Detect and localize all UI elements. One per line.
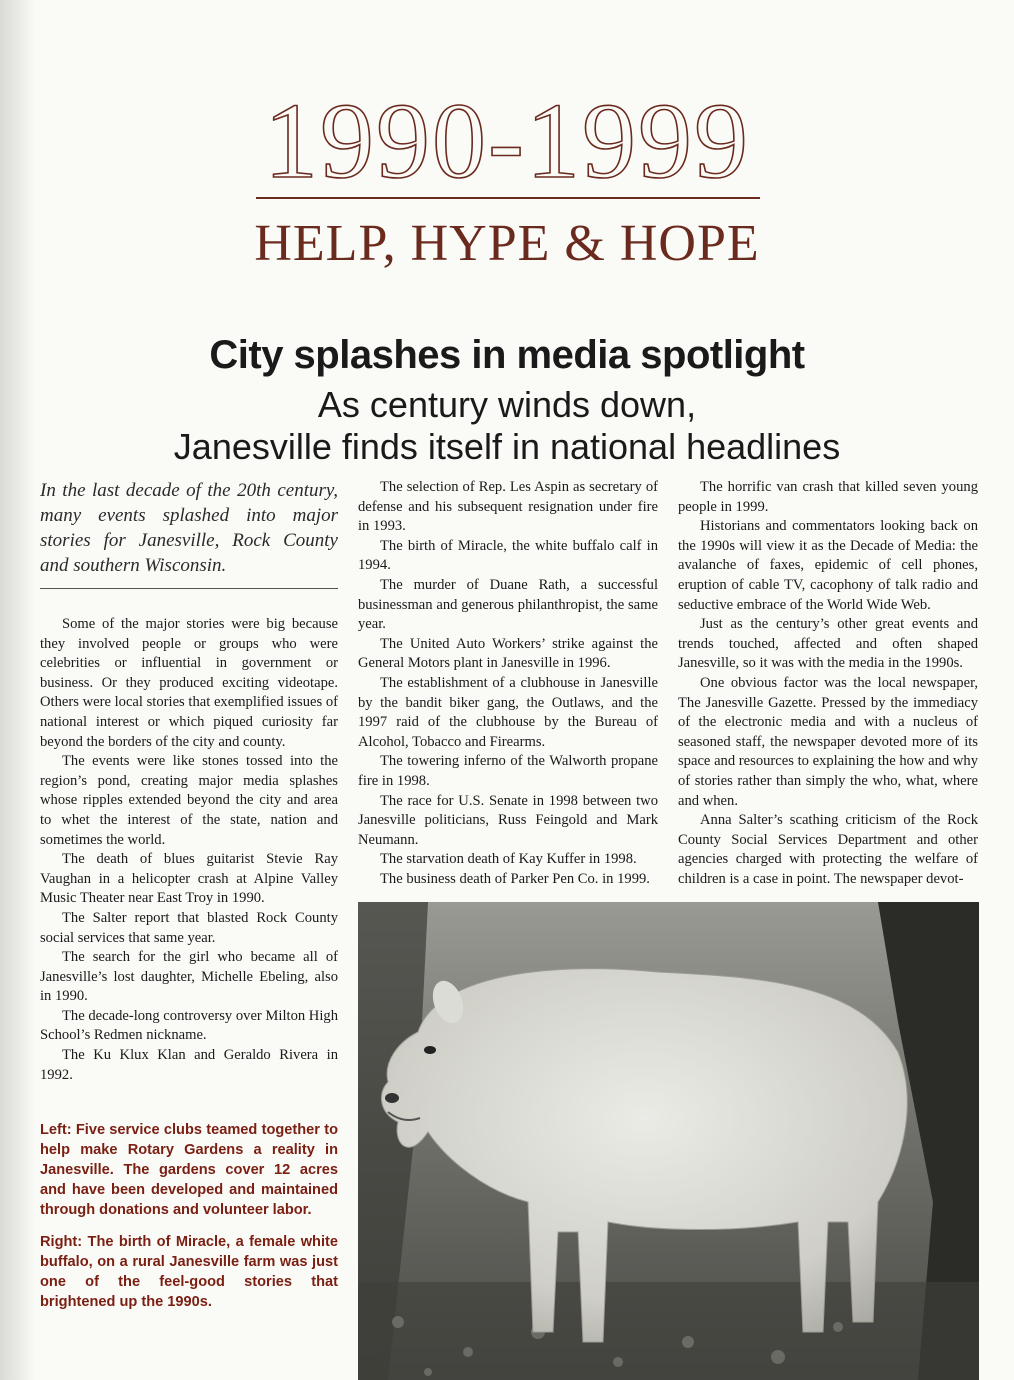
body-paragraph: Just as the century’s other great events and trends touched, affected and often shaped Janesville, so it was with the media in the 1990s. (678, 616, 978, 672)
caption-left: Left: Five service clubs teamed together to help make Rotary Gardens a reality in Janesville. The gardens cover 12 acres and have been developed and maintained through donations and volunteer labor. (40, 1122, 338, 1218)
page-gutter-shade (0, 0, 36, 1380)
body-paragraph: The selection of Rep. Les Aspin as secretary of defense and his subsequent resignation under fire in 1993. (358, 479, 658, 535)
body-paragraph: The starvation death of Kay Kuffer in 1998. (380, 851, 637, 868)
body-paragraph: Anna Salter’s scathing criticism of the Rock County Social Services Department and other agencies charged with protecting the welfare of children is a case in point. The newspaper devot- (678, 812, 978, 887)
deck-line: Janesville finds itself in national headlines (173, 426, 841, 468)
era-title: 1990-1999 (264, 82, 750, 201)
body-paragraph: The race for U.S. Senate in 1998 between two Janesville politicians, Russ Feingold and Mark Neumann. (358, 792, 658, 848)
body-paragraph: The death of blues guitarist Stevie Ray Vaughan in a helicopter crash at Alpine Valley Music Theater near East Troy in 1990. (40, 851, 338, 907)
body-paragraph: Some of the major stories were big because they involved people or groups who were celebrities or influential in government or business. Or they produced exciting videotape. Others were local stories that exemplified issues of national interest or which piqued curiosity far beyond the borders of the city and county. (40, 616, 338, 750)
body-paragraph: The towering inferno of the Walworth propane fire in 1998. (358, 753, 658, 789)
column-left (40, 478, 338, 1085)
body-paragraph: The United Auto Workers’ strike against the General Motors plant in Janesville in 1996. (358, 635, 658, 672)
article-deck (0, 384, 1014, 469)
body-paragraph: The events were like stones tossed into the region’s pond, creating major media splashes whose ripples extended beyond the city and area to whet the interest of the state, nation and sometimes the world. (40, 753, 338, 848)
white-buffalo-photo (358, 902, 979, 1380)
body-paragraph: The Ku Klux Klan and Geraldo Rivera in 1992. (40, 1047, 338, 1083)
era-subtitle: HELP, HYPE & HOPE (254, 215, 760, 272)
body-paragraph: The search for the girl who became all of Janesville’s lost daughter, Michelle Ebeling, also in 1990. (40, 949, 338, 1005)
title-divider (256, 197, 760, 199)
article-intro: In the last decade of the 20th century, many events splashed into major stories for Janesville, Rock County and southern Wisconsin. (40, 480, 338, 576)
body-paragraph: The birth of Miracle, the white buffalo calf in 1994. (358, 537, 658, 574)
body-paragraph: The business death of Parker Pen Co. in 1999. (380, 870, 650, 887)
body-paragraph: The establishment of a clubhouse in Janesville by the bandit biker gang, the Outlaws, and the 1997 raid of the clubhouse by the Bureau of Alcohol, Tobacco and Firearms. (358, 674, 658, 750)
column-middle (358, 478, 658, 889)
buffalo-calf-illustration (358, 902, 979, 1380)
body-paragraph: The Salter report that blasted Rock County social services that same year. (40, 909, 338, 946)
article-headline: City splashes in media spotlight (209, 333, 805, 377)
body-paragraph: The decade-long controversy over Milton High School’s Redmen nickname. (40, 1007, 338, 1044)
body-paragraph: The murder of Duane Rath, a successful businessman and generous philanthropist, the same year. (358, 576, 658, 633)
caption-right: Right: The birth of Miracle, a female white buffalo, on a rural Janesville farm was just one of the feel-good stories that brightened up the 1990s. (40, 1234, 338, 1310)
deck-line: As century winds down, (317, 384, 697, 425)
intro-divider (40, 588, 338, 589)
body-paragraph: The horrific van crash that killed seven young people in 1999. (678, 479, 978, 515)
body-paragraph: Historians and commentators looking back on the 1990s will view it as the Decade of Media: the avalanche of faxes, epidemic of cell phones, eruption of cable TV, cacophony of talk radio and seductive embrace of the World Wide Web. (678, 518, 978, 613)
body-paragraph: One obvious factor was the local newspaper, The Janesville Gazette. Pressed by the immediacy of the electronic media and with a nucleus of seasoned staff, the newspaper devoted more of its space and resources to explaining the how and why of stories rather than simply the who, what, where and when. (678, 674, 978, 809)
column-right (678, 478, 978, 889)
photo-captions (40, 1120, 338, 1324)
